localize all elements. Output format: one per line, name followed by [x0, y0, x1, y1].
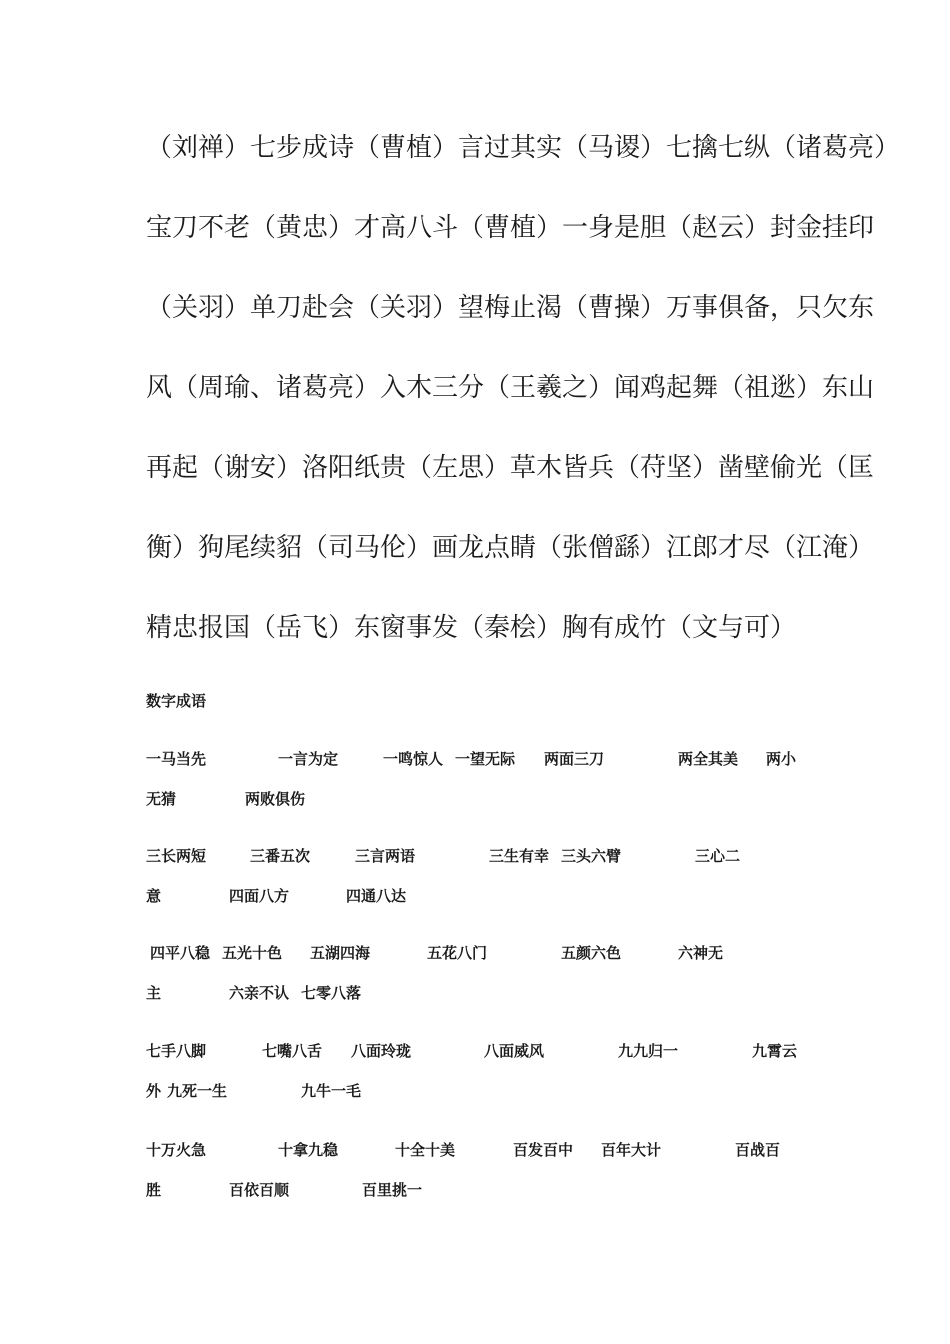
- paragraph-line: 衡）狗尾续貂（司马伦）画龙点睛（张僧繇）江郎才尽（江淹）: [146, 533, 875, 563]
- idiom-item: 意: [146, 887, 162, 905]
- idiom-item: 三头六臂: [561, 847, 622, 865]
- idiom-item: 胜: [146, 1181, 162, 1199]
- idiom-item: 八面威风: [484, 1042, 545, 1060]
- idiom-item: 两败俱伤: [245, 790, 306, 808]
- paragraph-line: （刘禅）七步成诗（曹植）言过其实（马谡）七擒七纵（诸葛亮）: [146, 133, 901, 163]
- idiom-item: 外: [146, 1082, 162, 1100]
- idiom-item: 一马当先: [146, 750, 207, 768]
- idiom-item: 百里挑一: [362, 1181, 423, 1199]
- idiom-item: 九牛一毛: [301, 1082, 362, 1100]
- idiom-item: 十全十美: [395, 1141, 456, 1159]
- idiom-item: 主: [146, 984, 162, 1002]
- idiom-item: 五光十色: [222, 944, 283, 962]
- idiom-item: 百发百中: [513, 1141, 574, 1159]
- paragraph-line: 再起（谢安）洛阳纸贵（左思）草木皆兵（苻坚）凿壁偷光（匡: [146, 453, 875, 483]
- idiom-item: 七嘴八舌: [262, 1042, 323, 1060]
- section-heading: 数字成语: [146, 692, 207, 710]
- paragraph-line: 宝刀不老（黄忠）才高八斗（曹植）一身是胆（赵云）封金挂印: [146, 213, 875, 243]
- idiom-row: [146, 845, 826, 867]
- idiom-item: 六神无: [678, 944, 724, 962]
- idiom-item: 两全其美: [678, 750, 739, 768]
- idiom-item: 十万火急: [146, 1141, 207, 1159]
- idiom-item: 三番五次: [250, 847, 311, 865]
- idiom-item: 十拿九稳: [278, 1141, 339, 1159]
- idiom-item: 四平八稳: [150, 944, 211, 962]
- idiom-item: 四通八达: [346, 887, 407, 905]
- paragraph-line: （关羽）单刀赴会（关羽）望梅止渴（曹操）万事俱备，只欠东: [146, 293, 875, 323]
- idiom-item: 无猜: [146, 790, 177, 808]
- idiom-item: 八面玲珑: [351, 1042, 412, 1060]
- idiom-item: 九死一生: [167, 1082, 228, 1100]
- idiom-item: 五湖四海: [310, 944, 371, 962]
- idiom-item: 三长两短: [146, 847, 207, 865]
- idiom-row: [146, 788, 826, 810]
- idiom-item: 百战百: [735, 1141, 781, 1159]
- idiom-item: 两面三刀: [544, 750, 605, 768]
- idiom-item: 一望无际: [455, 750, 516, 768]
- idiom-row: [146, 1179, 826, 1201]
- paragraph-line: 风（周瑜、诸葛亮）入木三分（王羲之）闻鸡起舞（祖逖）东山: [146, 373, 875, 403]
- idiom-item: 九霄云: [752, 1042, 798, 1060]
- idiom-item: 两小: [766, 750, 797, 768]
- idiom-item: 四面八方: [229, 887, 290, 905]
- idiom-row: [146, 942, 826, 964]
- idiom-item: 百年大计: [601, 1141, 662, 1159]
- idiom-item: 五花八门: [427, 944, 488, 962]
- idiom-row: [146, 1080, 826, 1102]
- idiom-row: [146, 982, 826, 1004]
- idiom-item: 六亲不认: [229, 984, 290, 1002]
- idiom-item: 一言为定: [278, 750, 339, 768]
- idiom-item: 七零八落: [301, 984, 362, 1002]
- idiom-item: 七手八脚: [146, 1042, 207, 1060]
- idiom-row: [146, 1139, 826, 1161]
- idiom-item: 五颜六色: [561, 944, 622, 962]
- idiom-row: [146, 748, 826, 770]
- idiom-item: 三生有幸: [489, 847, 550, 865]
- idiom-row: [146, 885, 826, 907]
- paragraph-line: 精忠报国（岳飞）东窗事发（秦桧）胸有成竹（文与可）: [146, 613, 797, 643]
- idiom-item: 一鸣惊人: [383, 750, 444, 768]
- idiom-row: [146, 1040, 826, 1062]
- idiom-item: 九九归一: [618, 1042, 679, 1060]
- idiom-item: 三言两语: [355, 847, 416, 865]
- idiom-item: 三心二: [695, 847, 741, 865]
- idiom-item: 百依百顺: [229, 1181, 290, 1199]
